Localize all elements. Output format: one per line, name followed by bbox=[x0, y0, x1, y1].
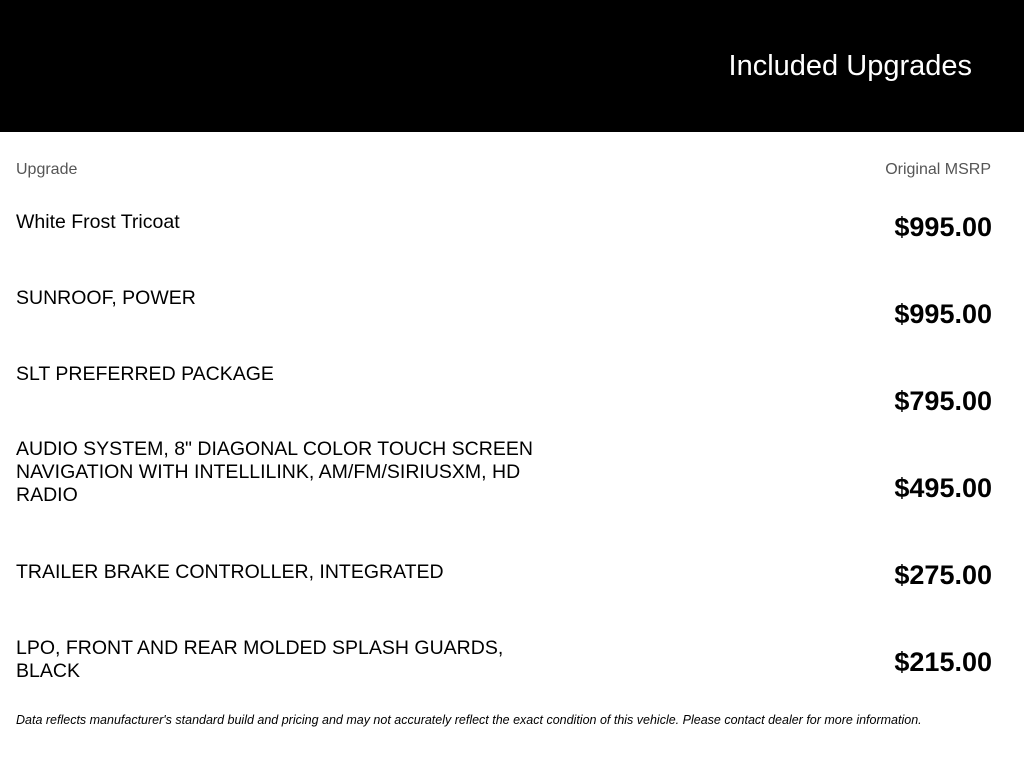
upgrade-name: AUDIO SYSTEM, 8" DIAGONAL COLOR TOUCH SCREEN NAVIGATION WITH INTELLILINK, AM/FM/SIRIUSXM, HD RADIO bbox=[16, 438, 533, 506]
upgrade-name: SUNROOF, POWER bbox=[16, 287, 196, 309]
upgrade-price: $995.00 bbox=[894, 299, 992, 329]
upgrade-name: LPO, FRONT AND REAR MOLDED SPLASH GUARDS, BLACK bbox=[16, 637, 504, 682]
upgrade-column-header: Upgrade bbox=[16, 161, 78, 178]
upgrade-price: $495.00 bbox=[894, 473, 992, 503]
upgrade-price: $215.00 bbox=[894, 647, 992, 677]
upgrade-name: SLT PREFERRED PACKAGE bbox=[16, 363, 274, 385]
upgrade-name: TRAILER BRAKE CONTROLLER, INTEGRATED bbox=[16, 561, 444, 583]
page-title: Included Upgrades bbox=[728, 50, 972, 82]
upgrade-price: $995.00 bbox=[894, 212, 992, 242]
upgrade-name: White Frost Tricoat bbox=[16, 211, 180, 233]
msrp-column-header: Original MSRP bbox=[885, 161, 991, 178]
disclaimer-text: Data reflects manufacturer's standard build and pricing and may not accurately reflect the exact condition of this vehicle. Please contact dealer for more information. bbox=[16, 713, 922, 727]
upgrade-price: $795.00 bbox=[894, 386, 992, 416]
upgrade-price: $275.00 bbox=[894, 560, 992, 590]
